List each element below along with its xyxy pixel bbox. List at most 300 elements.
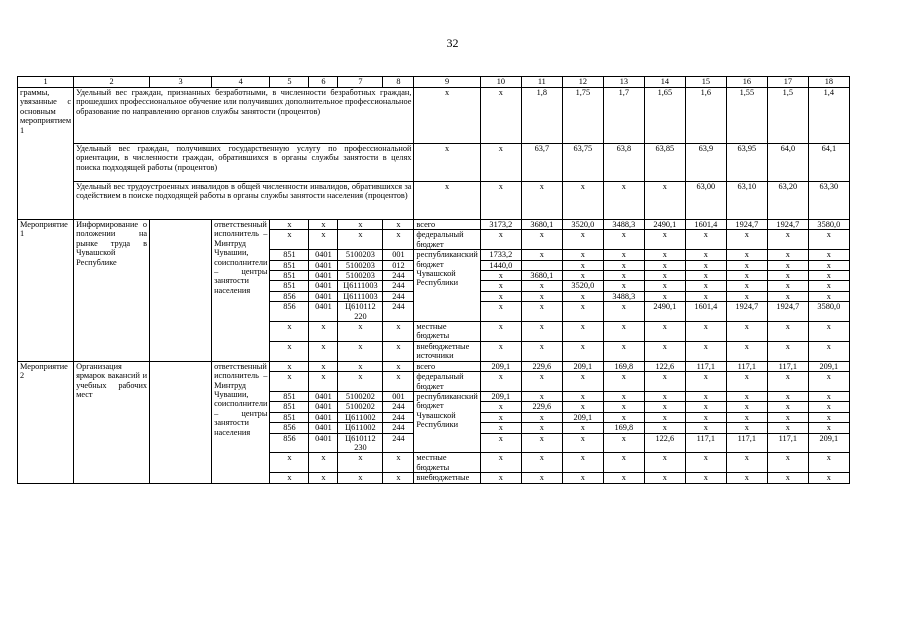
funding-value: x <box>480 281 521 291</box>
funding-value: 1440,0 <box>480 260 521 270</box>
funding-value: x <box>808 372 849 392</box>
funding-source: всего <box>414 361 480 371</box>
funding-value: x <box>726 322 767 342</box>
indicator-block-label: граммы, увязанные с основным мероприятием 1 <box>18 88 74 220</box>
funding-value: x <box>521 433 562 453</box>
funding-value: x <box>726 402 767 412</box>
column-header-12: 12 <box>562 77 603 88</box>
measure-executor: ответственный исполнитель – Минтруд Чувашии, соисполнители – центры занятости населения <box>212 361 270 483</box>
funding-value: x <box>685 250 726 260</box>
funding-value: x <box>808 341 849 361</box>
funding-value: x <box>562 473 603 483</box>
funding-value: 1733,2 <box>480 250 521 260</box>
funding-value: 209,1 <box>562 412 603 422</box>
funding-value: x <box>480 412 521 422</box>
funding-value: x <box>603 341 644 361</box>
indicator-value: 1,4 <box>808 88 849 144</box>
indicator-value: 63,30 <box>808 182 849 220</box>
funding-value: x <box>521 291 562 301</box>
budget-code-target: Ц610112 230 <box>338 433 383 453</box>
funding-value: x <box>644 271 685 281</box>
funding-source: республиканский бюджет Чувашской Республики <box>414 391 480 452</box>
funding-value: x <box>562 402 603 412</box>
funding-value: x <box>521 453 562 473</box>
measure-row <box>18 220 850 230</box>
funding-value: x <box>603 453 644 473</box>
budget-code-section: x <box>309 453 338 473</box>
funding-value: x <box>603 322 644 342</box>
funding-value: 229,6 <box>521 402 562 412</box>
budget-code-type: 244 <box>383 433 414 453</box>
funding-source: местные бюджеты <box>414 453 480 473</box>
indicator-col10: x <box>480 144 521 182</box>
funding-value: x <box>644 341 685 361</box>
funding-value: x <box>480 402 521 412</box>
funding-value: x <box>644 391 685 401</box>
measure-name: Организация ярмарок вакансий и учебных рабочих мест <box>74 361 150 483</box>
indicator-value: 63,10 <box>726 182 767 220</box>
funding-value: x <box>562 423 603 433</box>
funding-value: x <box>808 391 849 401</box>
indicator-text: Удельный вес трудоустроенных инвалидов в общей численности инвалидов, обратившихся за содействием в поиске подходящей работы в органы службы занятости населения (процентов) <box>74 182 414 220</box>
funding-value: x <box>480 230 521 250</box>
funding-value: x <box>644 230 685 250</box>
measure-blank <box>150 220 212 362</box>
funding-value: 209,1 <box>480 361 521 371</box>
funding-value: 229,6 <box>521 361 562 371</box>
measure-name: Информирование о положении на рынке труда в Чувашской Республике <box>74 220 150 362</box>
funding-value: 3520,0 <box>562 220 603 230</box>
indicator-value: x <box>562 182 603 220</box>
budget-code-section: 0401 <box>309 391 338 401</box>
column-header-10: 10 <box>480 77 521 88</box>
budget-code-target: x <box>338 473 383 483</box>
funding-source: внебюджетные источники <box>414 341 480 361</box>
funding-value: 1924,7 <box>767 220 808 230</box>
funding-value: 3520,0 <box>562 281 603 291</box>
indicator-value: 63,00 <box>685 182 726 220</box>
budget-code-grbs: 856 <box>270 423 309 433</box>
funding-value: 3580,0 <box>808 220 849 230</box>
funding-value: x <box>644 291 685 301</box>
funding-value: x <box>603 391 644 401</box>
budget-code-grbs: 851 <box>270 412 309 422</box>
funding-value: x <box>603 372 644 392</box>
budget-code-target: Ц6111003 <box>338 291 383 301</box>
funding-value: x <box>644 260 685 270</box>
measure-blank <box>150 361 212 483</box>
funding-value: 1924,7 <box>726 220 767 230</box>
budget-code-section: 0401 <box>309 402 338 412</box>
funding-value: x <box>603 412 644 422</box>
funding-value: x <box>644 412 685 422</box>
budget-code-grbs: 851 <box>270 250 309 260</box>
funding-value: x <box>521 302 562 322</box>
funding-value: 209,1 <box>480 391 521 401</box>
budget-code-target: 5100203 <box>338 250 383 260</box>
funding-source: всего <box>414 220 480 230</box>
funding-value: x <box>521 230 562 250</box>
funding-value: 3680,1 <box>521 220 562 230</box>
funding-value: 2490,1 <box>644 220 685 230</box>
column-header-2: 2 <box>74 77 150 88</box>
budget-code-grbs: 856 <box>270 302 309 322</box>
indicator-col9: x <box>414 182 480 220</box>
funding-value: x <box>726 473 767 483</box>
funding-value: x <box>767 391 808 401</box>
funding-source: федеральный бюджет <box>414 372 480 392</box>
funding-value: x <box>767 402 808 412</box>
column-header-16: 16 <box>726 77 767 88</box>
funding-value: x <box>521 341 562 361</box>
budget-code-type: 244 <box>383 402 414 412</box>
indicator-value: 63,95 <box>726 144 767 182</box>
column-header-6: 6 <box>309 77 338 88</box>
budget-code-grbs: 851 <box>270 402 309 412</box>
budget-code-target: x <box>338 322 383 342</box>
funding-value: x <box>767 372 808 392</box>
budget-code-type: 244 <box>383 271 414 281</box>
funding-value: 169,8 <box>603 361 644 371</box>
funding-value: x <box>685 281 726 291</box>
funding-value: x <box>767 322 808 342</box>
budget-code-section: 0401 <box>309 423 338 433</box>
funding-value: x <box>685 453 726 473</box>
funding-value: x <box>685 402 726 412</box>
funding-value: 3680,1 <box>521 271 562 281</box>
indicator-row <box>18 144 850 182</box>
budget-code-type: 244 <box>383 412 414 422</box>
funding-value: 117,1 <box>685 433 726 453</box>
funding-value: x <box>480 271 521 281</box>
indicator-col9: x <box>414 144 480 182</box>
funding-value: x <box>685 423 726 433</box>
budget-code-section: 0401 <box>309 250 338 260</box>
budget-code-type: x <box>383 230 414 250</box>
funding-value: x <box>603 271 644 281</box>
funding-value: x <box>644 372 685 392</box>
funding-value: x <box>685 322 726 342</box>
indicator-value: 1,5 <box>767 88 808 144</box>
indicator-text: Удельный вес граждан, получивших государственную услугу по профессиональной ориентации, в численности граждан, обратившихся в органы службы занятости в целях поиска подходящей работы (процентов) <box>74 144 414 182</box>
budget-code-type: 244 <box>383 302 414 322</box>
budget-code-type: 001 <box>383 250 414 260</box>
budget-code-section: x <box>309 361 338 371</box>
budget-code-type: x <box>383 220 414 230</box>
funding-value: x <box>603 230 644 250</box>
funding-source: федеральный бюджет <box>414 230 480 250</box>
budget-code-target: x <box>338 341 383 361</box>
funding-value: x <box>562 230 603 250</box>
funding-value: x <box>480 453 521 473</box>
funding-value: x <box>562 302 603 322</box>
funding-value: x <box>808 271 849 281</box>
funding-value: x <box>767 271 808 281</box>
funding-value: x <box>726 281 767 291</box>
funding-source: республиканский бюджет Чувашской Республики <box>414 250 480 322</box>
funding-value: x <box>767 291 808 301</box>
budget-code-grbs: x <box>270 453 309 473</box>
budget-code-section: x <box>309 220 338 230</box>
funding-value: x <box>644 281 685 291</box>
funding-source: местные бюджеты <box>414 322 480 342</box>
funding-value: 209,1 <box>562 361 603 371</box>
budget-code-type: x <box>383 453 414 473</box>
funding-value: x <box>767 281 808 291</box>
indicator-value: 64,1 <box>808 144 849 182</box>
indicator-value: 63,75 <box>562 144 603 182</box>
funding-value: x <box>644 453 685 473</box>
funding-value: 1601,4 <box>685 220 726 230</box>
budget-code-target: Ц611002 <box>338 412 383 422</box>
funding-value: x <box>808 291 849 301</box>
budget-code-type: 244 <box>383 281 414 291</box>
funding-value: x <box>767 250 808 260</box>
budget-code-grbs: x <box>270 361 309 371</box>
column-header-9: 9 <box>414 77 480 88</box>
column-header-1: 1 <box>18 77 74 88</box>
funding-value: 122,6 <box>644 361 685 371</box>
funding-value: x <box>767 260 808 270</box>
funding-value: x <box>562 250 603 260</box>
indicator-value: 1,6 <box>685 88 726 144</box>
budget-code-section: x <box>309 341 338 361</box>
budget-code-grbs: 856 <box>270 433 309 453</box>
funding-value: x <box>644 250 685 260</box>
funding-value: 1601,4 <box>685 302 726 322</box>
budget-code-grbs: x <box>270 372 309 392</box>
funding-value: x <box>808 473 849 483</box>
funding-value: x <box>726 291 767 301</box>
funding-value: x <box>685 473 726 483</box>
indicator-value: x <box>603 182 644 220</box>
funding-value: x <box>562 433 603 453</box>
budget-code-type: x <box>383 372 414 392</box>
funding-value: x <box>603 260 644 270</box>
indicator-col10: x <box>480 88 521 144</box>
budget-code-type: x <box>383 473 414 483</box>
column-header-13: 13 <box>603 77 644 88</box>
budget-code-target: 5100202 <box>338 391 383 401</box>
funding-value: x <box>685 391 726 401</box>
budget-code-section: x <box>309 230 338 250</box>
funding-value: x <box>562 391 603 401</box>
funding-value: x <box>767 473 808 483</box>
funding-value: x <box>767 412 808 422</box>
funding-value: x <box>726 260 767 270</box>
funding-value: x <box>603 433 644 453</box>
funding-value: x <box>726 230 767 250</box>
funding-value: x <box>521 473 562 483</box>
funding-value: x <box>480 341 521 361</box>
budget-code-target: x <box>338 361 383 371</box>
funding-value: x <box>726 271 767 281</box>
budget-code-grbs: x <box>270 341 309 361</box>
funding-value: x <box>562 271 603 281</box>
column-header-7: 7 <box>338 77 383 88</box>
indicator-value: 63,9 <box>685 144 726 182</box>
budget-code-grbs: 856 <box>270 291 309 301</box>
indicator-value: 1,7 <box>603 88 644 144</box>
funding-value: x <box>767 453 808 473</box>
funding-value: x <box>562 453 603 473</box>
budget-code-type: x <box>383 341 414 361</box>
indicator-value: 63,85 <box>644 144 685 182</box>
budget-code-target: x <box>338 230 383 250</box>
funding-value: x <box>480 433 521 453</box>
budget-code-type: 244 <box>383 291 414 301</box>
funding-value: x <box>685 291 726 301</box>
indicator-value: 64,0 <box>767 144 808 182</box>
column-header-3: 3 <box>150 77 212 88</box>
funding-value: x <box>644 402 685 412</box>
funding-value: 117,1 <box>726 361 767 371</box>
funding-value: x <box>726 341 767 361</box>
funding-value: 209,1 <box>808 433 849 453</box>
budget-code-grbs: x <box>270 230 309 250</box>
budget-code-grbs: x <box>270 220 309 230</box>
funding-value: x <box>480 473 521 483</box>
funding-value: x <box>685 230 726 250</box>
funding-value: 117,1 <box>767 361 808 371</box>
funding-value: x <box>562 260 603 270</box>
funding-value: x <box>603 281 644 291</box>
funding-value: x <box>685 260 726 270</box>
header-row <box>18 77 850 88</box>
page-number: 32 <box>446 36 459 50</box>
budget-code-target: 5100202 <box>338 402 383 412</box>
budget-code-type: x <box>383 322 414 342</box>
budget-code-section: x <box>309 322 338 342</box>
funding-value: 3488,3 <box>603 291 644 301</box>
program-table <box>17 76 850 484</box>
budget-code-target: 5100203 <box>338 260 383 270</box>
column-header-4: 4 <box>212 77 270 88</box>
funding-value: x <box>562 372 603 392</box>
indicator-col9: x <box>414 88 480 144</box>
funding-value: x <box>521 391 562 401</box>
funding-value: x <box>808 322 849 342</box>
funding-value: x <box>726 423 767 433</box>
funding-value: x <box>644 322 685 342</box>
funding-value: x <box>480 322 521 342</box>
funding-value: x <box>726 250 767 260</box>
funding-value: x <box>562 291 603 301</box>
funding-value: 169,8 <box>603 423 644 433</box>
funding-value: x <box>726 372 767 392</box>
funding-value: x <box>767 230 808 250</box>
measure-label: Мероприятие 2 <box>18 361 74 483</box>
funding-value: 1924,7 <box>767 302 808 322</box>
funding-value: x <box>603 402 644 412</box>
column-header-11: 11 <box>521 77 562 88</box>
budget-code-target: Ц611002 <box>338 423 383 433</box>
funding-value: 3580,0 <box>808 302 849 322</box>
measure-row <box>18 361 850 371</box>
budget-code-type: 244 <box>383 423 414 433</box>
funding-value: x <box>603 473 644 483</box>
indicator-text: Удельный вес граждан, признанных безработными, в численности безработных граждан, прошедших профессиональное обучение или получивших дополнительное профессиональное образование по направлению органов службы занятости (процентов) <box>74 88 414 144</box>
funding-value: x <box>808 453 849 473</box>
funding-value: x <box>521 412 562 422</box>
funding-value: x <box>644 423 685 433</box>
budget-code-section: x <box>309 372 338 392</box>
indicator-value: 1,75 <box>562 88 603 144</box>
budget-code-target: Ц6111003 <box>338 281 383 291</box>
funding-value: x <box>808 402 849 412</box>
column-header-8: 8 <box>383 77 414 88</box>
funding-value: x <box>685 271 726 281</box>
indicator-col10: x <box>480 182 521 220</box>
funding-value: x <box>726 453 767 473</box>
budget-code-section: 0401 <box>309 260 338 270</box>
funding-value: 122,6 <box>644 433 685 453</box>
column-header-14: 14 <box>644 77 685 88</box>
budget-code-section: 0401 <box>309 433 338 453</box>
funding-value: 117,1 <box>685 361 726 371</box>
funding-value: x <box>521 281 562 291</box>
budget-code-section: 0401 <box>309 291 338 301</box>
budget-code-target: x <box>338 220 383 230</box>
funding-value: x <box>480 291 521 301</box>
indicator-value: x <box>521 182 562 220</box>
funding-value: x <box>644 473 685 483</box>
funding-value: x <box>808 230 849 250</box>
funding-value: x <box>603 302 644 322</box>
funding-value: x <box>521 322 562 342</box>
indicator-value: 1,55 <box>726 88 767 144</box>
funding-value: x <box>480 302 521 322</box>
funding-value: x <box>767 423 808 433</box>
budget-code-grbs: 851 <box>270 391 309 401</box>
funding-value: 1924,7 <box>726 302 767 322</box>
budget-code-grbs: 851 <box>270 281 309 291</box>
funding-value: x <box>808 250 849 260</box>
budget-code-target: x <box>338 453 383 473</box>
column-header-17: 17 <box>767 77 808 88</box>
funding-value: x <box>562 341 603 361</box>
budget-code-type: 012 <box>383 260 414 270</box>
indicator-value: x <box>644 182 685 220</box>
funding-source: внебюджетные <box>414 473 480 483</box>
column-header-18: 18 <box>808 77 849 88</box>
indicator-value: 63,7 <box>521 144 562 182</box>
budget-code-section: 0401 <box>309 412 338 422</box>
budget-code-type: x <box>383 361 414 371</box>
funding-value: x <box>808 260 849 270</box>
funding-value <box>521 260 562 270</box>
budget-code-target: x <box>338 372 383 392</box>
column-header-15: 15 <box>685 77 726 88</box>
funding-value: 3173,2 <box>480 220 521 230</box>
funding-value: 117,1 <box>767 433 808 453</box>
funding-value: 3488,3 <box>603 220 644 230</box>
funding-value: x <box>808 412 849 422</box>
budget-code-type: 001 <box>383 391 414 401</box>
measure-executor: ответственный исполнитель – Минтруд Чувашии, соисполнители – центры занятости населения <box>212 220 270 362</box>
indicator-value: 1,65 <box>644 88 685 144</box>
budget-code-section: 0401 <box>309 281 338 291</box>
budget-code-grbs: x <box>270 473 309 483</box>
funding-value: x <box>480 423 521 433</box>
indicator-value: 1,8 <box>521 88 562 144</box>
funding-value: x <box>767 341 808 361</box>
funding-value: x <box>726 391 767 401</box>
budget-code-target: 5100203 <box>338 271 383 281</box>
funding-value: x <box>685 341 726 361</box>
indicator-value: 63,8 <box>603 144 644 182</box>
budget-code-section: 0401 <box>309 302 338 322</box>
